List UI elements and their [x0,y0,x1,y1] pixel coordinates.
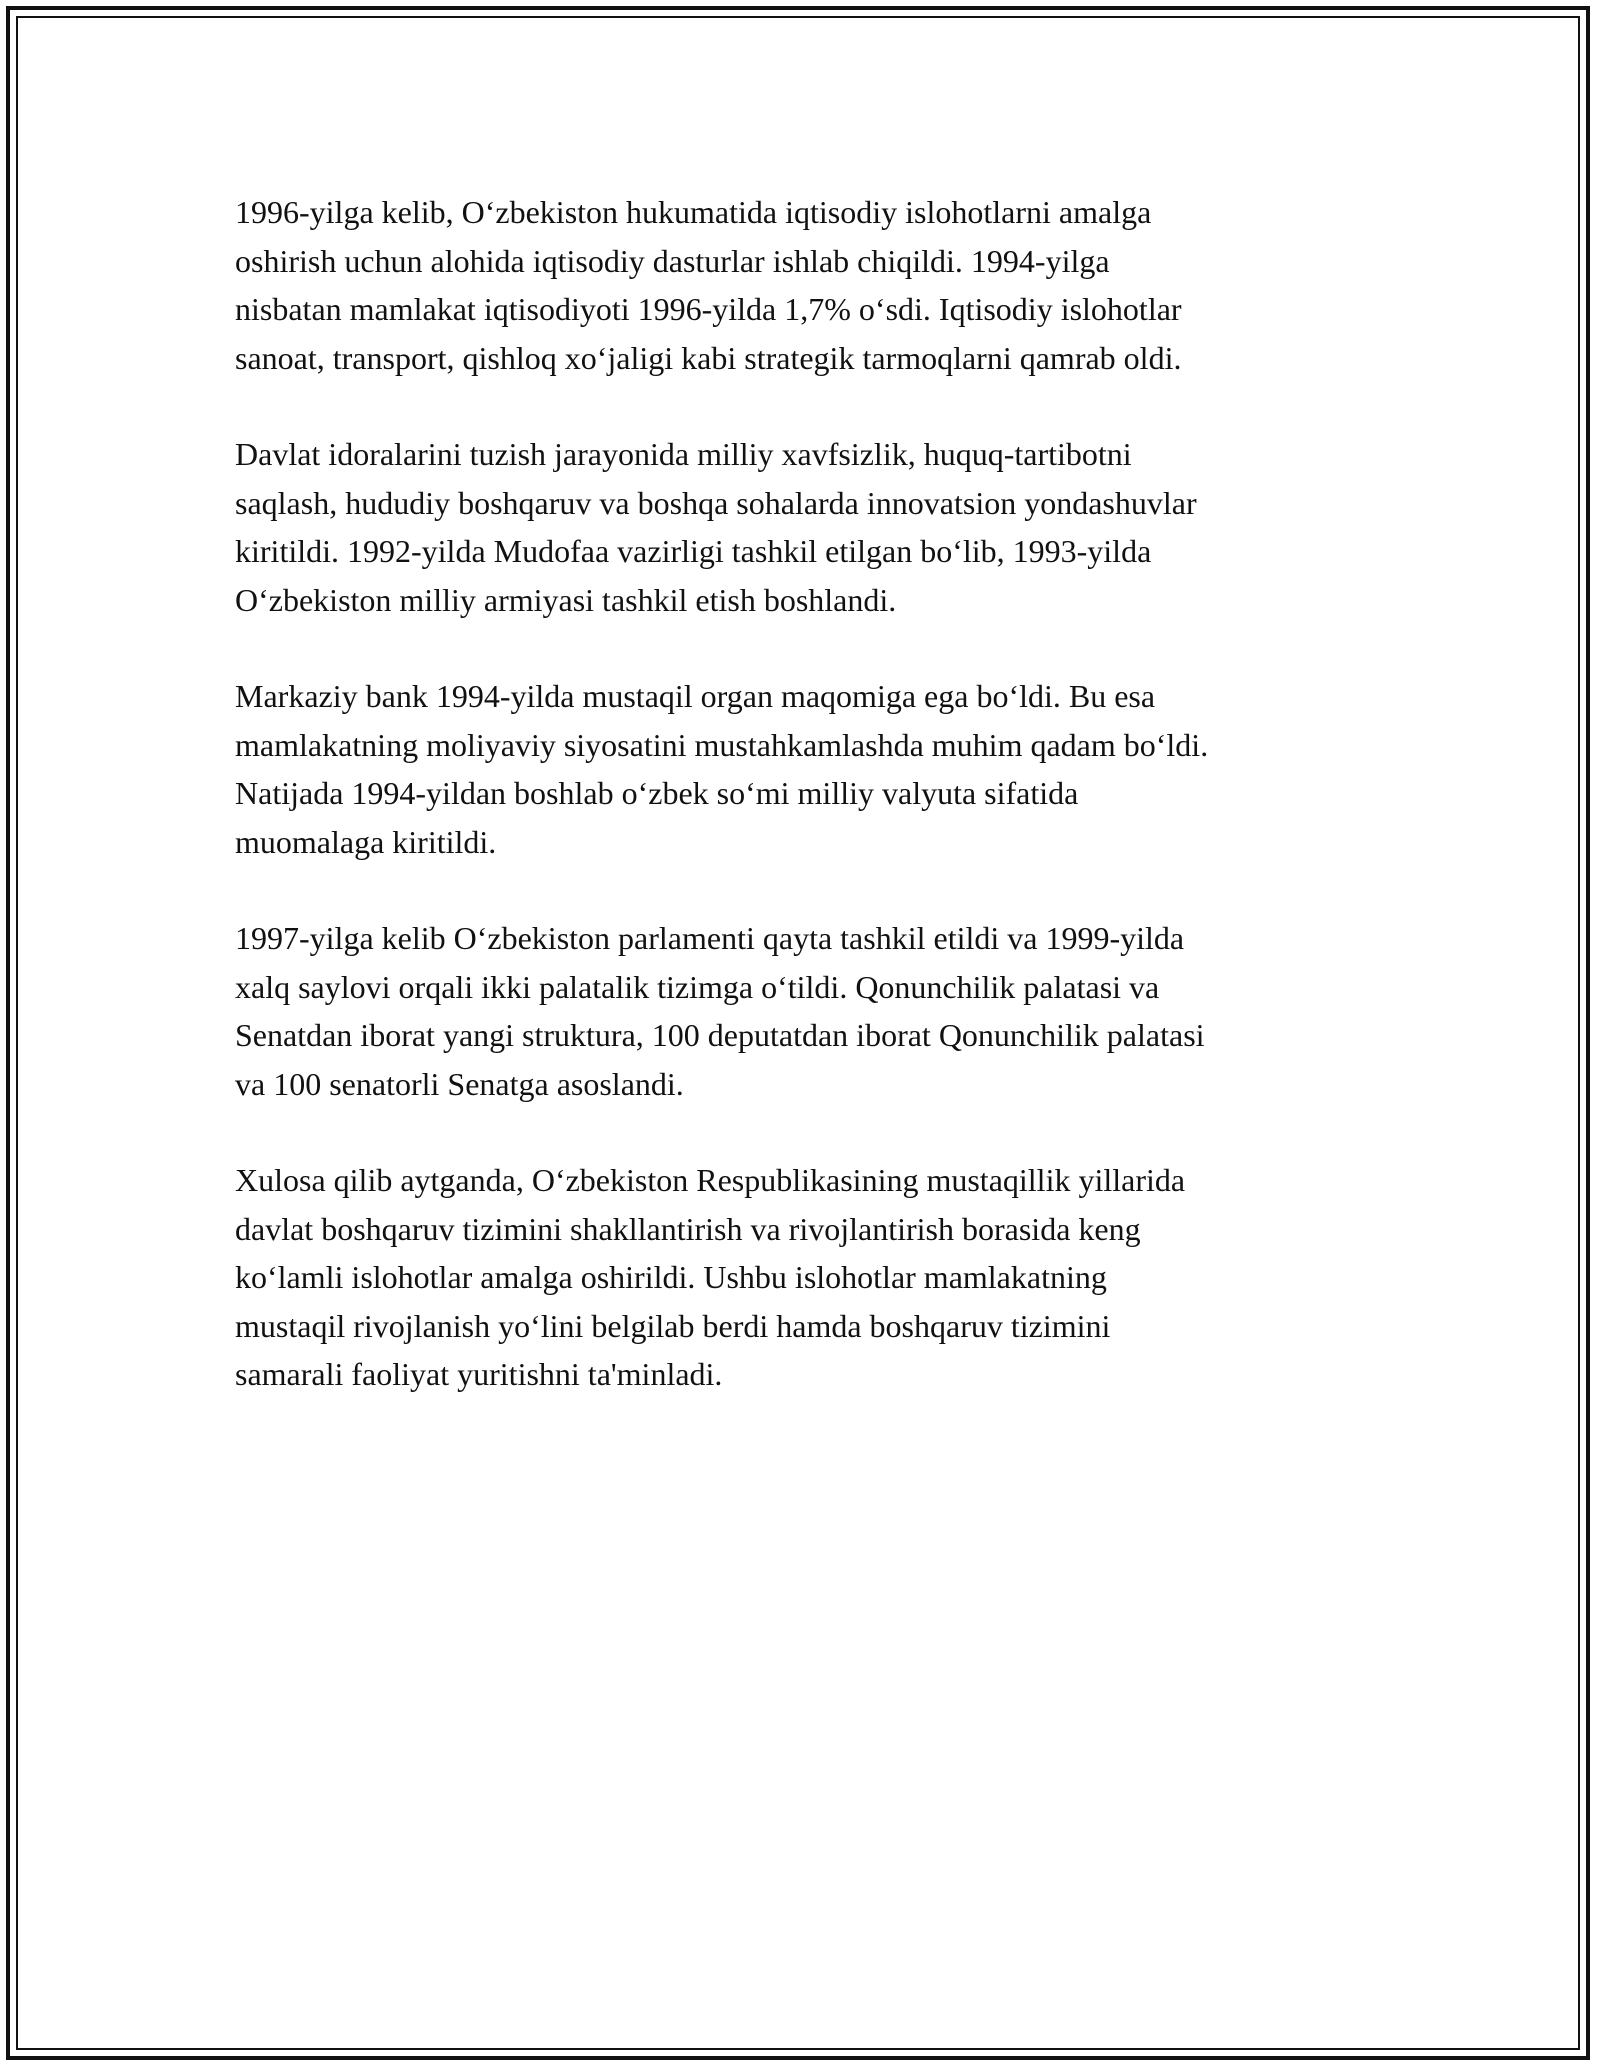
paragraph-4 [235,914,1365,1108]
paragraph-5-line-2: davlat boshqaruv tizimini shakllantirish va rivojlantirish borasida keng [235,1210,1141,1247]
paragraph-5 [235,1156,1365,1399]
paragraph-5-line-1: Xulosa qilib aytganda, O‘zbekiston Respublikasining mustaqillik yillarida [235,1162,1186,1198]
paragraph-2-line-2: saqlash, hududiy boshqaruv va boshqa sohalarda innovatsion yondashuvlar [235,484,1197,521]
paragraph-2 [235,430,1365,624]
paragraph-2-line-1: Davlat idoralarini tuzish jarayonida milliy xavfsizlik, huquq-tartibotni [235,436,1132,472]
paragraph-2-line-3: kiritildi. 1992-yilda Mudofaa vazirligi tashkil etilgan bo‘lib, 1993-yilda [235,533,1152,569]
paragraph-5-line-4: mustaqil rivojlanish yo‘lini belgilab berdi hamda boshqaruv tizimini [235,1307,1111,1344]
paragraph-4-line-4: va 100 senatorli Senatga asoslandi. [235,1065,684,1102]
paragraph-4-line-3: Senatdan iborat yangi struktura, 100 deputatdan iborat Qonunchilik palatasi [235,1017,1205,1053]
paragraph-2-line-4: O‘zbekiston milliy armiyasi tashkil etish boshlandi. [235,581,897,618]
paragraph-4-line-2: xalq saylovi orqali ikki palatalik tizimga o‘tildi. Qonunchilik palatasi va [235,968,1160,1005]
paragraph-4-line-1: 1997-yilga kelib O‘zbekiston parlamenti qayta tashkil etildi va 1999-yilda [235,920,1185,956]
paragraph-1-line-2: oshirish uchun alohida iqtisodiy dasturlar ishlab chiqildi. 1994-yilga [235,242,1110,279]
paragraph-3 [235,672,1365,866]
paragraph-3-line-3: Natijada 1994-yildan boshlab o‘zbek so‘mi milliy valyuta sifatida [235,775,1079,811]
paragraph-3-line-2: mamlakatning moliyaviy siyosatini mustahkamlashda muhim qadam bo‘ldi. [235,726,1209,763]
paragraph-1-line-4: sanoat, transport, qishloq xo‘jaligi kabi strategik tarmoqlarni qamrab oldi. [235,339,1182,376]
document-body [235,188,1365,1447]
paragraph-3-line-1: Markaziy bank 1994-yilda mustaqil organ maqomiga ega bo‘ldi. Bu esa [235,678,1156,714]
paragraph-1-line-3: nisbatan mamlakat iqtisodiyoti 1996-yilda 1,7% o‘sdi. Iqtisodiy islohotlar [235,291,1182,327]
paragraph-5-line-5: samarali faoliyat yuritishni ta'minladi. [235,1356,723,1392]
paragraph-1 [235,188,1365,382]
paragraph-5-line-3: ko‘lamli islohotlar amalga oshirildi. Ushbu islohotlar mamlakatning [235,1259,1107,1295]
paragraph-3-line-4: muomalaga kiritildi. [235,823,497,860]
paragraph-1-line-1: 1996-yilga kelib, O‘zbekiston hukumatida iqtisodiy islohotlarni amalga [235,194,1152,230]
